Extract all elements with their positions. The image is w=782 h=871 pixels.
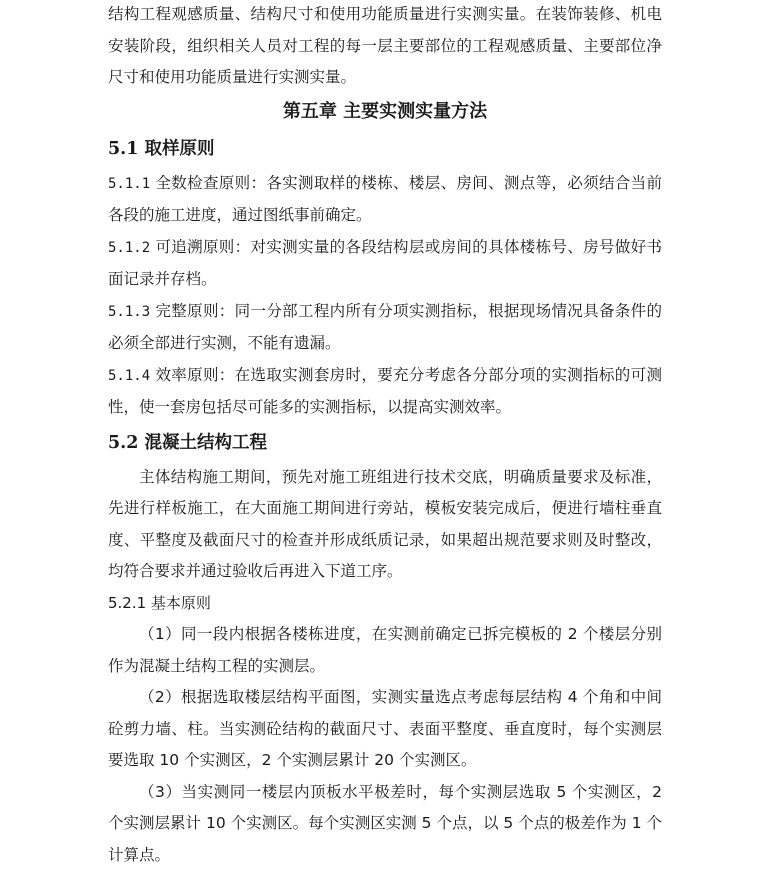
chapter-title: 第五章 主要实测实量方法 <box>108 94 662 130</box>
clause-number: 5.1.4 <box>108 368 150 384</box>
point-3: （3）当实测同一楼层内顶板水平极差时，每个实测层选取 5 个实测区，2 个实测层累计 10 个实测区。每个实测区实测 5 个点，以 5 个点的极差作为 1 个计算点。 <box>108 777 662 871</box>
point-1: （1）同一段内根据各楼栋进度，在实测前确定已拆完模板的 2 个楼层分别作为混凝土结构工程的实测层。 <box>108 619 662 682</box>
clause-number: 5.1.3 <box>108 304 150 320</box>
clause-number: 5.1.2 <box>108 240 150 256</box>
subsection-5-2-1-heading: 5.2.1 基本原则 <box>108 588 662 620</box>
clause-text: 效率原则：在选取实测套房时，要充分考虑各分部分项的实测指标的可测性，使一套房包括尽可能多的实测指标，以提高实测效率。 <box>108 366 662 417</box>
clause-5-1-3 <box>108 296 662 360</box>
clause-text: 完整原则：同一分部工程内所有分项实测指标，根据现场情况具备条件的必须全部进行实测，不能有遗漏。 <box>108 302 662 353</box>
point-2: （2）根据选取楼层结构平面图，实测实量选点考虑每层结构 4 个角和中间砼剪力墙、柱。当实测砼结构的截面尺寸、表面平整度、垂直度时，每个实测层要选取 10 个实测区，2 个实测层累计 20 个实测区。 <box>108 682 662 777</box>
section-5-1-heading: 5.1 取样原则 <box>108 130 662 168</box>
clause-text: 全数检查原则：各实测取样的楼栋、楼层、房间、测点等，必须结合当前各段的施工进度，通过图纸事前确定。 <box>108 174 662 225</box>
intro-paragraph: 结构工程观感质量、结构尺寸和使用功能质量进行实测实量。在装饰装修、机电安装阶段，组织相关人员对工程的每一层主要部位的工程观感质量、主要部位净尺寸和使用功能质量进行实测实量。 <box>108 0 662 94</box>
section-5-2-heading: 5.2 混凝土结构工程 <box>108 424 662 462</box>
clause-text: 可追溯原则：对实测实量的各段结构层或房间的具体楼栋号、房号做好书面记录并存档。 <box>108 238 662 289</box>
clause-5-1-4 <box>108 360 662 424</box>
clause-number: 5.1.1 <box>108 176 150 192</box>
clause-5-1-1 <box>108 168 662 232</box>
section-5-2-paragraph: 主体结构施工期间，预先对施工班组进行技术交底，明确质量要求及标准，先进行样板施工，在大面施工期间进行旁站，模板安装完成后，便进行墙柱垂直度、平整度及截面尺寸的检查并形成纸质记录，如果超出规范要求则及时整改，均符合要求并通过验收后再进入下道工序。 <box>108 462 662 588</box>
clause-5-1-2 <box>108 232 662 296</box>
